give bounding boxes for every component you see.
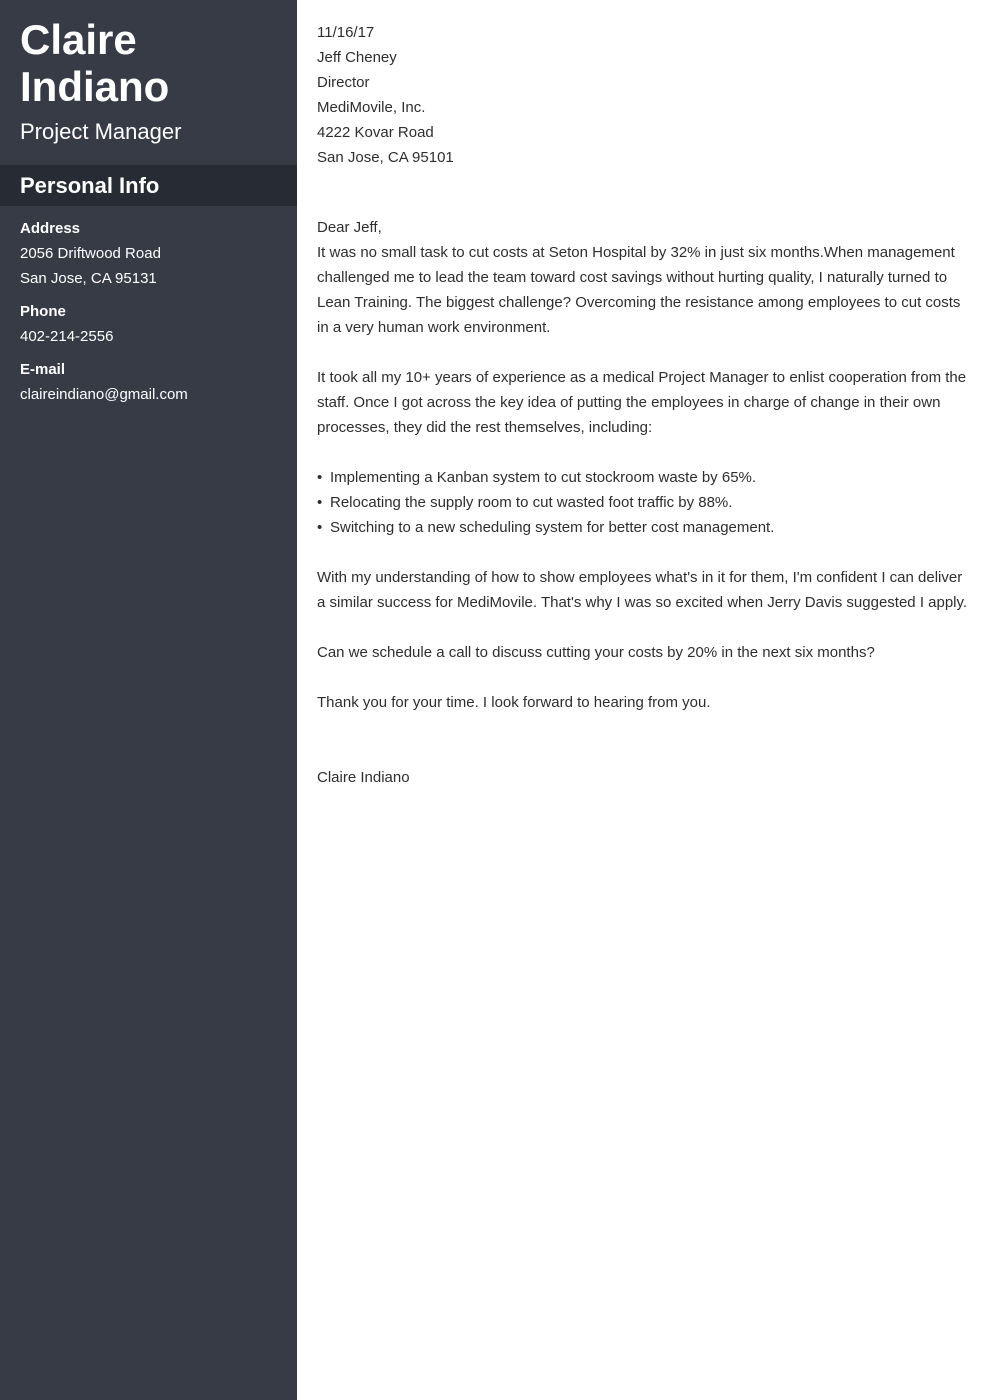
achievement-list	[317, 465, 972, 540]
email-label: E-mail	[20, 361, 66, 378]
applicant-job-title: Project Manager	[20, 119, 182, 144]
list-item: • Relocating the supply room to cut wasted foot traffic by 88%.	[317, 490, 972, 515]
address-line1: 2056 Driftwood Road	[20, 245, 161, 262]
signature: Claire Indiano	[317, 769, 410, 786]
letter-date: 11/16/17	[317, 24, 375, 41]
greeting: Dear Jeff,	[317, 219, 382, 236]
phone-value: 402-214-2556	[20, 328, 114, 345]
address-line2: San Jose, CA 95131	[20, 270, 157, 287]
personal-info	[20, 216, 280, 415]
paragraph-4: Can we schedule a call to discuss cutting your costs by 20% in the next six months?	[317, 644, 875, 661]
personal-info-header	[0, 165, 297, 206]
recipient-block	[317, 45, 972, 170]
recipient-company: MediMovile, Inc.	[317, 99, 426, 116]
address-label: Address	[20, 220, 81, 237]
email-group	[20, 357, 280, 407]
list-item: • Switching to a new scheduling system for better cost management.	[317, 515, 972, 540]
email-value: claireindiano@gmail.com	[20, 386, 188, 403]
recipient-name: Jeff Cheney	[317, 49, 397, 66]
sidebar	[0, 0, 297, 1400]
closing-line: Thank you for your time. I look forward to hearing from you.	[317, 694, 711, 711]
cover-letter	[317, 20, 972, 790]
personal-info-title: Personal Info	[20, 173, 160, 198]
address-group	[20, 216, 280, 291]
paragraph-2: It took all my 10+ years of experience as a medical Project Manager to enlist cooperation from the staff. Once I got across the key idea of putting the employees in charge of change in their own processes, they did the rest themselves, including:	[317, 369, 967, 436]
applicant-name: Claire Indiano	[20, 16, 170, 110]
recipient-title: Director	[317, 74, 370, 91]
recipient-street: 4222 Kovar Road	[317, 124, 434, 141]
paragraph-3: With my understanding of how to show employees what's in it for them, I'm confident I can deliver a similar success for MediMovile. That's why I was so excited when Jerry Davis suggested I apply.	[317, 569, 968, 611]
phone-group	[20, 299, 280, 349]
recipient-city: San Jose, CA 95101	[317, 149, 454, 166]
paragraph-1: It was no small task to cut costs at Seton Hospital by 32% in just six months.When management challenged me to lead the team toward cost savings without hurting quality, I naturally turned to Lean Training. The biggest challenge? Overcoming the resistance among employees to cut costs in a very human work environment.	[317, 244, 961, 336]
phone-label: Phone	[20, 303, 66, 320]
list-item: • Implementing a Kanban system to cut stockroom waste by 65%.	[317, 465, 972, 490]
